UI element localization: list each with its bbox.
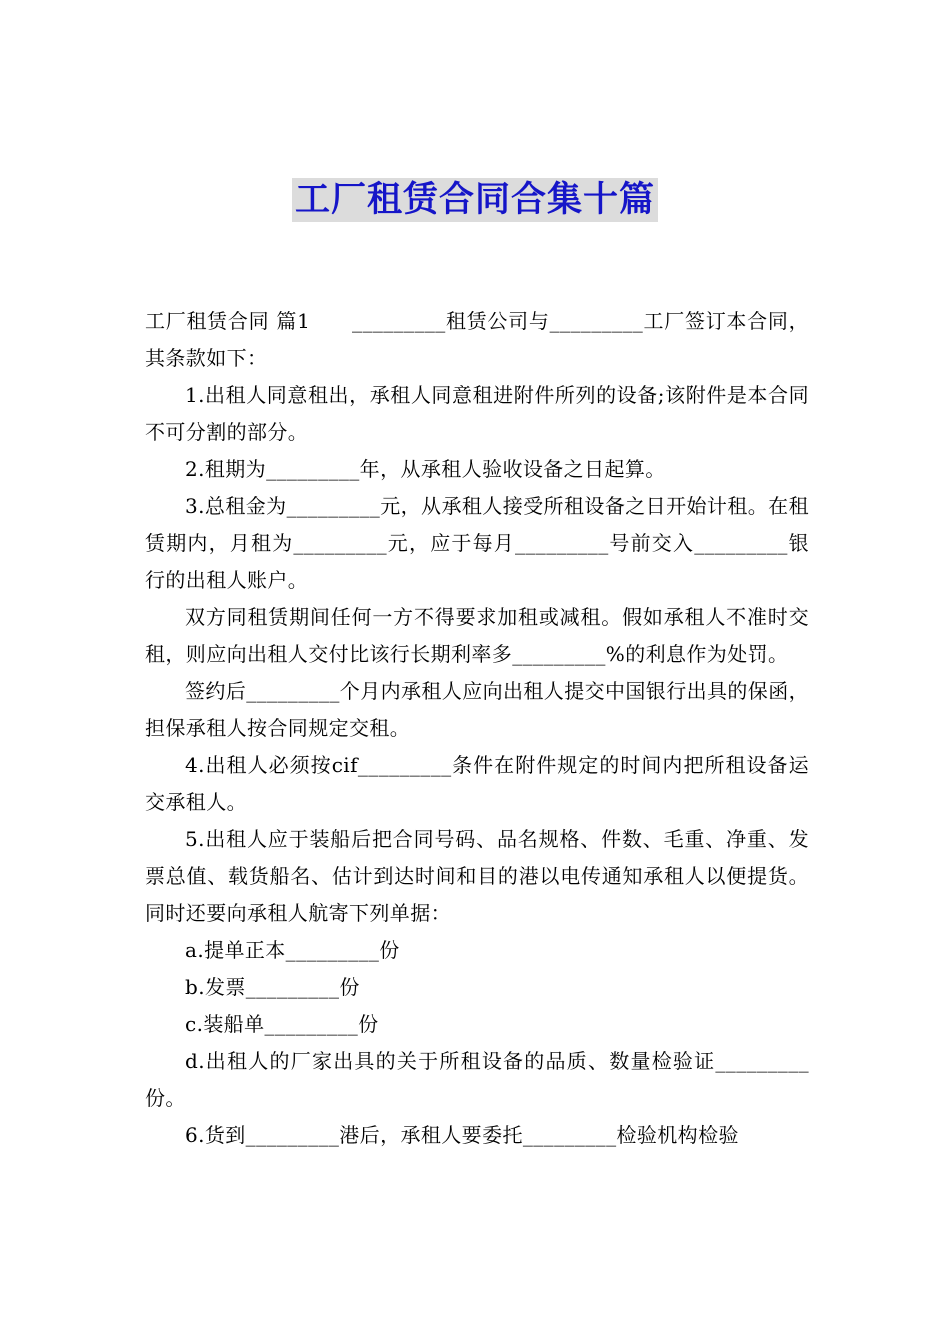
paragraph-clause-4: 4.出租人必须按cif_________条件在附件规定的时间内把所租设备运交承租人。	[145, 753, 809, 814]
list-item-packing-list: c.装船单_________份	[185, 1012, 379, 1036]
title-container	[0, 178, 950, 222]
paragraph-clause-2: 2.租期为_________年，从承租人验收设备之日起算。	[185, 457, 666, 481]
paragraph-clause-5: 5.出租人应于装船后把合同号码、品名规格、件数、毛重、净重、发票总值、载货船名、估计到达时间和目的港以电传通知承租人以便提货。同时还要向承租人航寄下列单据：	[145, 827, 809, 925]
list-item-inspection-certificate: d.出租人的厂家出具的关于所租设备的品质、数量检验证_________份。	[145, 1049, 809, 1110]
paragraph-clause-6: 6.货到_________港后，承租人要委托_________检验机构检验	[185, 1123, 739, 1147]
document-body	[145, 303, 809, 1154]
paragraph-clause-1: 1.出租人同意租出，承租人同意租进附件所列的设备;该附件是本合同不可分割的部分。	[145, 383, 809, 444]
paragraph-rent-penalty: 双方同租赁期间任何一方不得要求加租或减租。假如承租人不准时交租，则应向出租人交付比该行长期利率多_________%的利息作为处罚。	[145, 605, 809, 666]
paragraph-clause-3: 3.总租金为_________元，从承租人接受所租设备之日开始计租。在租赁期内，月租为_________元，应于每月_________号前交入_________银行的出租人账户。	[145, 494, 809, 592]
paragraph-intro: 工厂租赁合同 篇1 _________租赁公司与_________工厂签订本合同，其条款如下：	[145, 309, 809, 370]
list-item-bill-of-lading: a.提单正本_________份	[185, 938, 400, 962]
list-item-invoice: b.发票_________份	[185, 975, 360, 999]
document-title: 工厂租赁合同合集十篇	[292, 178, 658, 222]
paragraph-guarantee: 签约后_________个月内承租人应向出租人提交中国银行出具的保函，担保承租人按合同规定交租。	[145, 679, 809, 740]
